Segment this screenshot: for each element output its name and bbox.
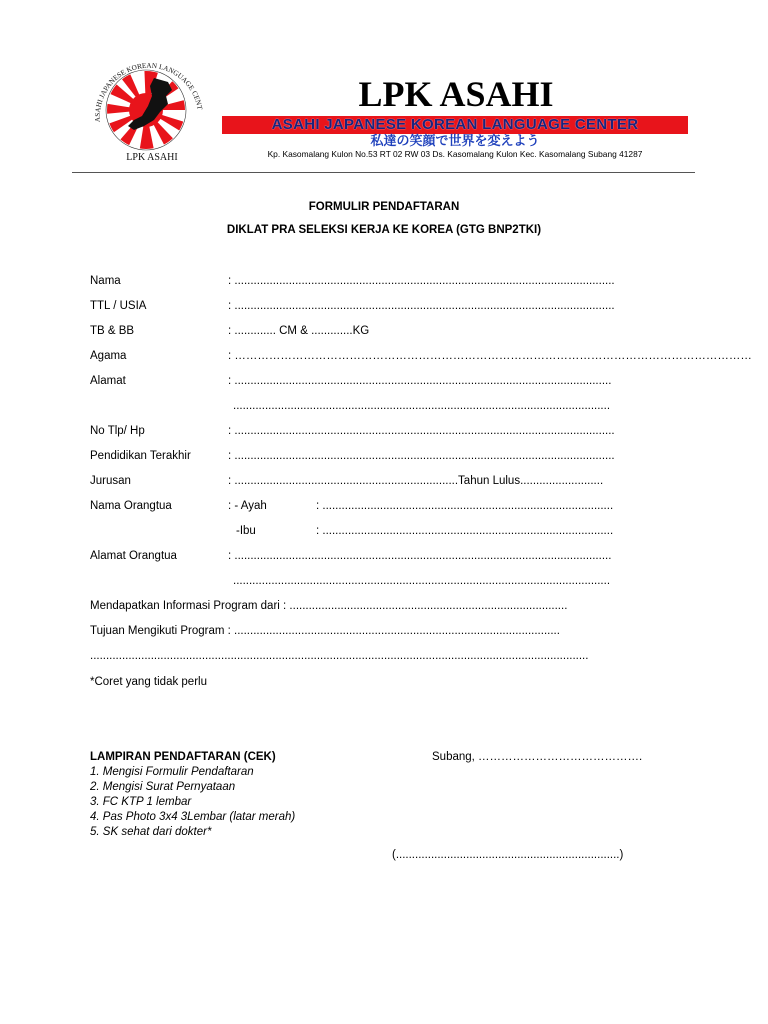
field-no-tlp	[90, 423, 680, 439]
field-ttl-blank[interactable]: : .......................................................................................................................	[228, 300, 615, 312]
field-informasi	[90, 598, 680, 614]
field-alamat-orangtua-line2	[90, 573, 680, 589]
logo-ring-text: ASAHI JAPANESE KOREAN LANGUAGE CENT	[93, 61, 204, 123]
field-tb-bb	[90, 323, 680, 339]
place-date[interactable]: Subang, …………………………………….	[432, 751, 643, 763]
field-label: Nama	[90, 275, 121, 287]
field-nama	[90, 273, 680, 289]
field-tujuan-blank-2[interactable]: ............................................................................................................................................................	[90, 650, 589, 662]
field-ayah-blank[interactable]: : ...........................................................................................	[316, 500, 614, 512]
field-agama	[90, 348, 752, 364]
field-label: Nama Orangtua	[90, 500, 172, 512]
field-alamat-line2	[90, 398, 680, 414]
lampiran-item: 4. Pas Photo 3x4 3Lembar (latar merah)	[90, 811, 296, 823]
brand-address: Kp. Kasomalang Kulon No.53 RT 02 RW 03 Ds. Kasomalang Kulon Kec. Kasomalang Subang 41287	[267, 149, 643, 159]
field-label: No Tlp/ Hp	[90, 425, 145, 437]
lpk-asahi-logo	[80, 60, 218, 166]
lampiran-item: 1. Mengisi Formulir Pendaftaran	[90, 766, 254, 778]
header-divider	[72, 172, 695, 173]
signature-line[interactable]: (......................................................................)	[392, 849, 624, 861]
field-label: Jurusan	[90, 475, 131, 487]
field-alamat-blank[interactable]: : ......................................................................................................................	[228, 375, 612, 387]
field-informasi-text[interactable]: Mendapatkan Informasi Program dari : .......................................................................................	[90, 600, 568, 612]
field-label: Alamat	[90, 375, 126, 387]
field-nama-orangtua-ibu	[90, 523, 680, 539]
field-sublabel-ayah: : - Ayah	[228, 500, 267, 512]
field-no-tlp-blank[interactable]: : .......................................................................................................................	[228, 425, 615, 437]
field-nama-blank[interactable]: : .......................................................................................................................	[228, 275, 615, 287]
brand-subtitle: ASAHI JAPANESE KOREAN LANGUAGE CENTER	[271, 116, 639, 133]
field-jurusan-blank[interactable]: : ......................................................................Tahun Lulus..........................	[228, 475, 604, 487]
field-ibu-blank[interactable]: : ...........................................................................................	[316, 525, 614, 537]
lampiran-item: 2. Mengisi Surat Pernyataan	[90, 781, 236, 793]
field-sublabel-ibu: -Ibu	[236, 525, 256, 537]
lampiran-title: LAMPIRAN PENDAFTARAN (CEK)	[90, 751, 276, 763]
field-alamat-orangtua-blank-2[interactable]: ......................................................................................................................	[233, 575, 611, 587]
field-tb-bb-blank[interactable]: : ............. CM & .............KG	[228, 325, 370, 337]
brand-tagline: 私達の笑顔で世界を変えよう	[370, 134, 540, 149]
field-label: TB & BB	[90, 325, 135, 337]
field-label: Alamat Orangtua	[90, 550, 177, 562]
field-pendidikan	[90, 448, 680, 464]
field-label: Agama	[90, 350, 127, 362]
field-label: TTL / USIA	[90, 300, 147, 312]
field-alamat-orangtua-blank[interactable]: : ......................................................................................................................	[228, 550, 612, 562]
field-tujuan	[90, 623, 680, 639]
field-tujuan-text[interactable]: Tujuan Mengikuti Program : ......................................................................................................	[90, 625, 560, 637]
field-label: Pendidikan Terakhir	[90, 450, 191, 462]
field-nama-orangtua-ayah	[90, 498, 680, 514]
form-note: *Coret yang tidak perlu	[90, 676, 207, 688]
field-alamat	[90, 373, 680, 389]
form-subtitle: DIKLAT PRA SELEKSI KERJA KE KOREA (GTG BNP2TKI)	[226, 224, 542, 236]
field-alamat-blank-2[interactable]: ......................................................................................................................	[233, 400, 611, 412]
field-pendidikan-blank[interactable]: : .......................................................................................................................	[228, 450, 615, 462]
brand-subtitle-bar	[222, 116, 688, 134]
logo-label: LPK ASAHI	[126, 152, 178, 163]
field-tujuan-line2	[90, 648, 680, 664]
lampiran-item: 5. SK sehat dari dokter*	[90, 826, 212, 838]
field-agama-blank[interactable]: : ………………………………………………………………………………………………………………………	[228, 350, 752, 362]
field-jurusan	[90, 473, 680, 489]
field-alamat-orangtua	[90, 548, 680, 564]
brand-title: LPK ASAHI	[358, 74, 554, 114]
field-ttl	[90, 298, 680, 314]
form-title: FORMULIR PENDAFTARAN	[308, 201, 460, 213]
lampiran-item: 3. FC KTP 1 lembar	[90, 796, 192, 808]
